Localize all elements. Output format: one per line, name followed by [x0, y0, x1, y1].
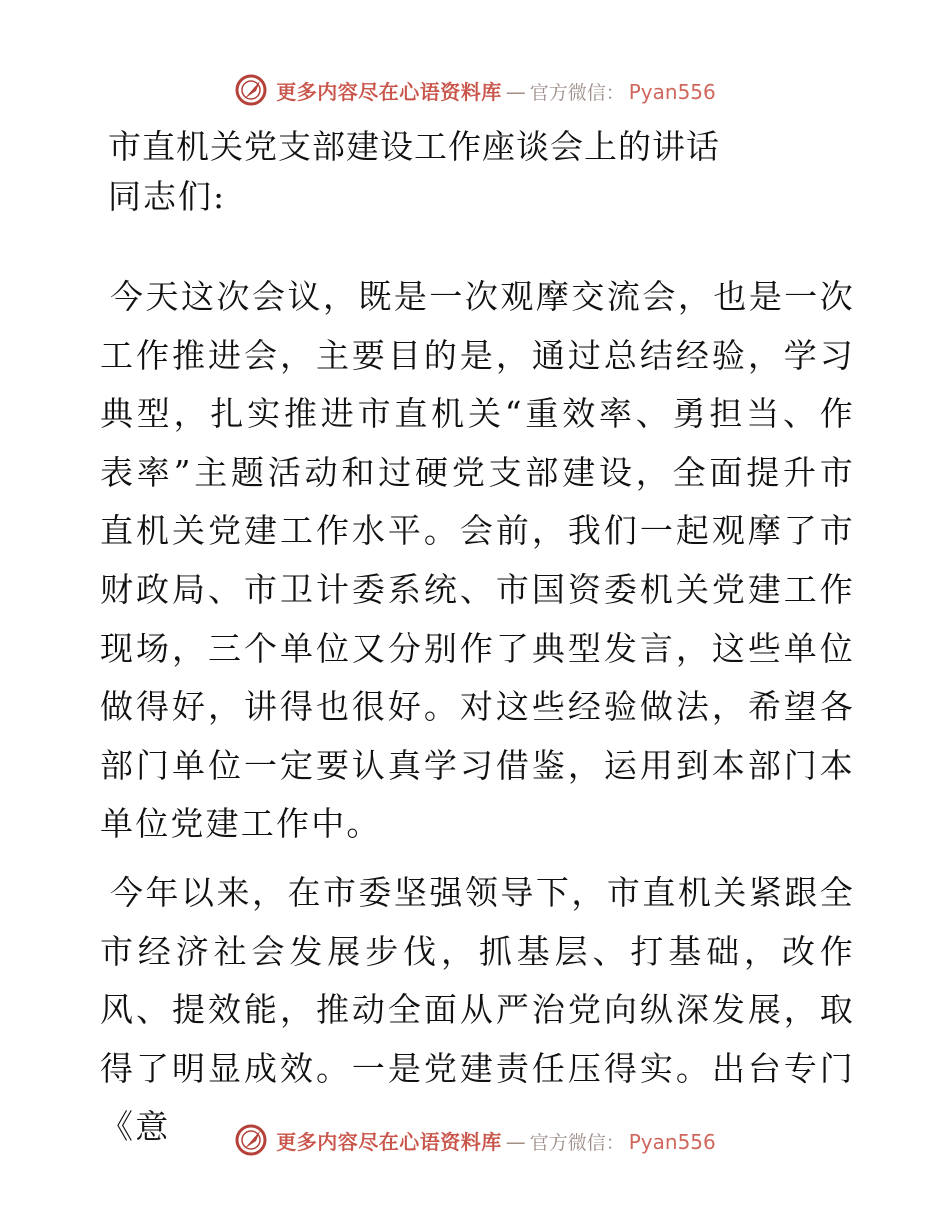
watermark-text: [276, 1126, 716, 1155]
paragraph: 今天这次会议，既是一次观摩交流会，也是一次工作推进会，主要目的是，通过总结经验，学习典型，扎实推进市直机关“重效率、勇担当、作表率”主题活动和过硬党支部建设，全面提升市直机关党建工作水平。会前，我们一起观摩了市财政局、市卫计委系统、市国资委机关党建工作现场，三个单位又分别作了典型发言，这些单位做得好，讲得也很好。对这些经验做法，希望各部门单位一定要认真学习借鉴，运用到本部门本单位党建工作中。: [100, 277, 855, 844]
watermark-separator: —: [505, 1129, 526, 1154]
watermark-wechat-id: Pyan556: [628, 1129, 716, 1154]
watermark-sub-text: 官方微信：: [529, 1131, 625, 1154]
salutation: 同志们:: [108, 177, 227, 216]
watermark-main-text: 更多内容尽在心语资料库: [276, 79, 502, 104]
document-title: 市直机关党支部建设工作座谈会上的讲话: [108, 127, 720, 166]
watermark-wechat-id: Pyan556: [628, 79, 716, 104]
watermark-separator: —: [505, 79, 526, 104]
feather-circle-logo-icon: [234, 73, 268, 107]
paragraph: 今年以来，在市委坚强领导下，市直机关紧跟全市经济社会发展步伐，抓基层、打基础，改作风、提效能，推动全面从严治党向纵深发展，取得了明显成效。一是党建责任压得实。出台专门《意: [100, 873, 855, 1147]
watermark-sub-text: 官方微信：: [529, 81, 625, 104]
watermark-text: [276, 76, 716, 105]
watermark-header: [0, 70, 950, 110]
feather-circle-logo-icon: [234, 1123, 268, 1157]
watermark-main-text: 更多内容尽在心语资料库: [276, 1129, 502, 1154]
watermark-footer: [0, 1120, 950, 1160]
